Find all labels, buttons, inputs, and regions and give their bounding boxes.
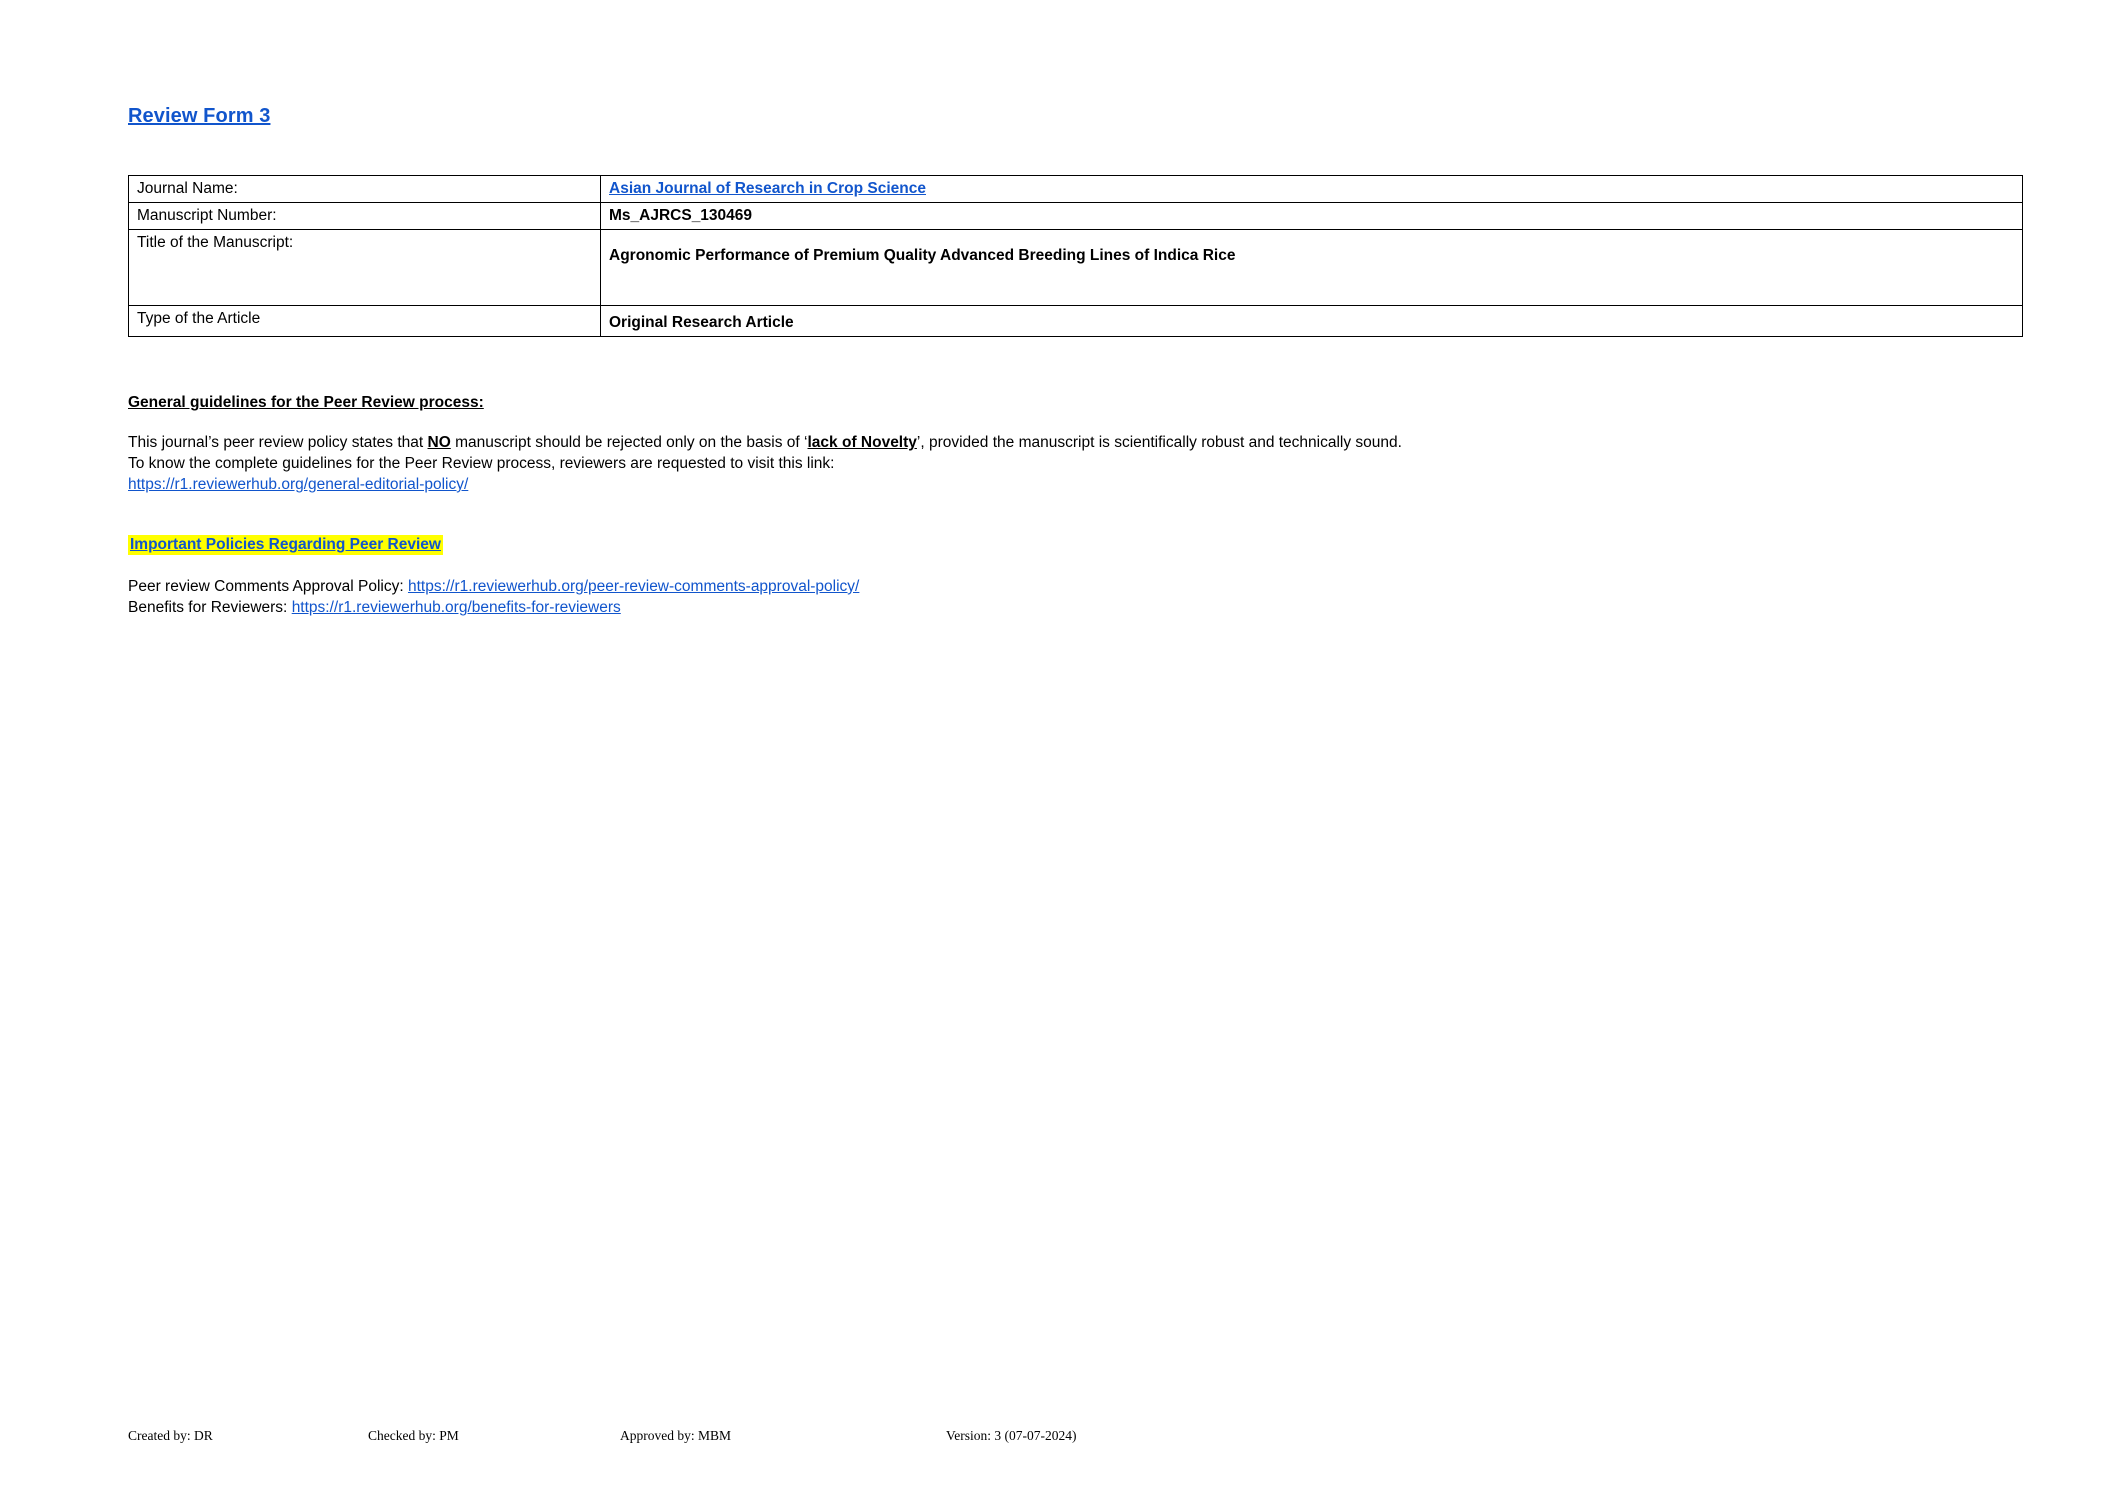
table-row xyxy=(129,306,2023,337)
guidelines-emphasis-no: NO xyxy=(427,434,451,451)
general-guidelines-section xyxy=(128,394,1990,495)
journal-name-link[interactable]: Asian Journal of Research in Crop Science xyxy=(609,180,926,197)
benefits-for-reviewers-link[interactable]: https://r1.reviewerhub.org/benefits-for-reviewers xyxy=(291,599,621,616)
manuscript-meta-table xyxy=(128,175,2023,337)
manuscript-title-value: Agronomic Performance of Premium Quality Advanced Breeding Lines of Indica Rice xyxy=(601,230,2023,306)
footer-checked-by: Checked by: PM xyxy=(368,1428,459,1443)
journal-name-label: Journal Name: xyxy=(129,176,601,203)
page-title: Review Form 3 xyxy=(128,105,271,127)
approval-policy-label: Peer review Comments Approval Policy: xyxy=(128,578,408,595)
general-guidelines-heading: General guidelines for the Peer Review process: xyxy=(128,394,484,411)
footer-approved-by: Approved by: MBM xyxy=(620,1428,731,1443)
guidelines-link-paragraph xyxy=(128,474,1990,495)
important-policies-section xyxy=(128,535,1990,618)
table-row xyxy=(129,230,2023,306)
general-editorial-policy-link[interactable]: https://r1.reviewerhub.org/general-editorial-policy/ xyxy=(128,476,469,493)
manuscript-number-value: Ms_AJRCS_130469 xyxy=(601,203,2023,230)
important-policies-heading: Important Policies Regarding Peer Review xyxy=(130,536,441,553)
guidelines-text-part2: manuscript should be rejected only on the basis of ‘ xyxy=(450,434,808,451)
journal-name-value xyxy=(601,176,2023,203)
article-type-value: Original Research Article xyxy=(601,306,2023,337)
manuscript-title-label: Title of the Manuscript: xyxy=(129,230,601,306)
guidelines-text-part1: This journal’s peer review policy states that xyxy=(128,434,428,451)
guidelines-text-line2: To know the complete guidelines for the Peer Review process, reviewers are requested to visit this link: xyxy=(128,455,835,472)
guidelines-emphasis-novelty: lack of Novelty xyxy=(807,434,917,451)
approval-policy-link[interactable]: https://r1.reviewerhub.org/peer-review-comments-approval-policy/ xyxy=(407,578,860,595)
table-row xyxy=(129,203,2023,230)
article-type-label: Type of the Article xyxy=(129,306,601,337)
guidelines-paragraph xyxy=(128,432,1990,474)
manuscript-number-label: Manuscript Number: xyxy=(129,203,601,230)
footer-created-by: Created by: DR xyxy=(128,1428,213,1443)
footer-version: Version: 3 (07-07-2024) xyxy=(946,1428,1077,1443)
table-row xyxy=(129,176,2023,203)
guidelines-text-part3: ’, provided the manuscript is scientifically robust and technically sound. xyxy=(916,434,1402,451)
policy-links-block xyxy=(128,576,1990,618)
document-content xyxy=(128,105,1990,618)
approval-policy-line xyxy=(128,576,1990,597)
benefits-label: Benefits for Reviewers: xyxy=(128,599,292,616)
benefits-line xyxy=(128,597,1990,618)
